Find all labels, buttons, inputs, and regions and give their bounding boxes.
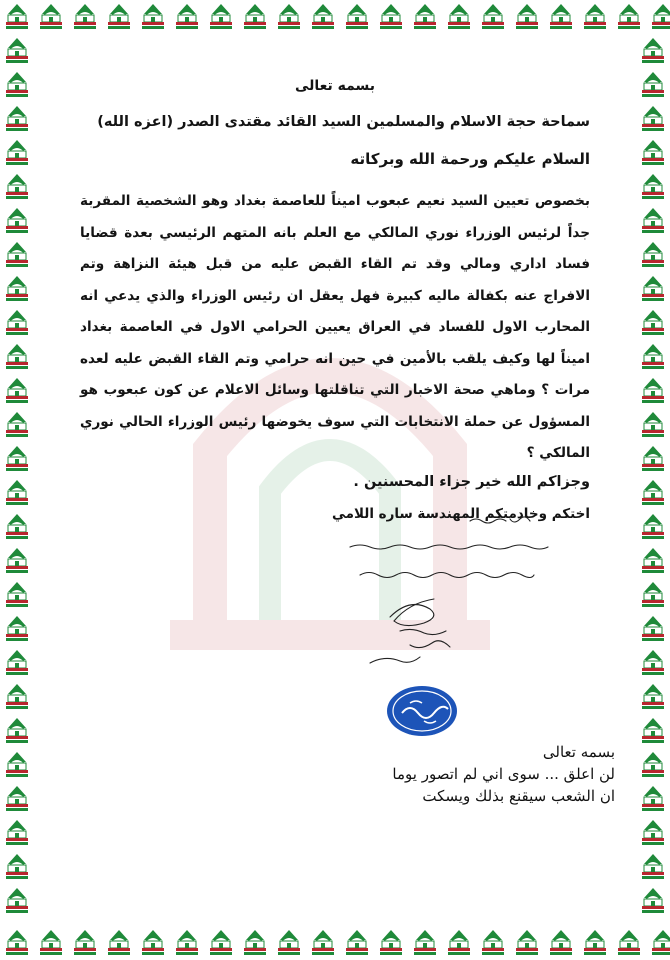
- mosque-dome-icon: [3, 717, 31, 745]
- mosque-dome-icon: [309, 3, 337, 31]
- closing-thanks: وجزاكم الله خير جزاء المحسنين .: [353, 473, 590, 490]
- mosque-dome-icon: [139, 3, 167, 31]
- mosque-dome-icon: [581, 3, 609, 31]
- mosque-dome-icon: [513, 929, 541, 957]
- mosque-dome-icon: [639, 445, 667, 473]
- mosque-dome-icon: [513, 3, 541, 31]
- mosque-dome-icon: [639, 105, 667, 133]
- mosque-dome-icon: [139, 929, 167, 957]
- mosque-dome-icon: [173, 929, 201, 957]
- letter-body: [80, 78, 590, 522]
- mosque-dome-icon: [3, 37, 31, 65]
- mosque-dome-icon: [3, 411, 31, 439]
- mosque-dome-icon: [377, 3, 405, 31]
- mosque-dome-icon: [639, 71, 667, 99]
- decorative-border-left: [0, 34, 34, 926]
- mosque-dome-icon: [639, 37, 667, 65]
- mosque-dome-icon: [377, 929, 405, 957]
- mosque-dome-icon: [639, 819, 667, 847]
- mosque-dome-icon: [71, 3, 99, 31]
- mosque-dome-icon: [3, 3, 31, 31]
- mosque-dome-icon: [639, 411, 667, 439]
- mosque-dome-icon: [3, 445, 31, 473]
- greeting-line: السلام عليكم ورحمة الله وبركاته: [350, 150, 590, 168]
- mosque-dome-icon: [37, 929, 65, 957]
- mosque-dome-icon: [3, 139, 31, 167]
- decorative-border-right: [636, 34, 670, 926]
- mosque-dome-icon: [37, 3, 65, 31]
- mosque-dome-icon: [479, 929, 507, 957]
- mosque-dome-icon: [3, 785, 31, 813]
- reply-transcription: [300, 741, 615, 807]
- handwritten-reply: [330, 505, 560, 675]
- mosque-dome-icon: [639, 241, 667, 269]
- transcription-line: ان الشعب سيقنع بذلك ويسكت: [422, 787, 615, 805]
- mosque-dome-icon: [639, 377, 667, 405]
- mosque-dome-icon: [105, 929, 133, 957]
- seal-stamp-icon: [384, 683, 460, 739]
- mosque-dome-icon: [241, 929, 269, 957]
- mosque-dome-icon: [3, 513, 31, 541]
- transcription-line: لن اعلق ... سوى اني لم اتصور يوما: [392, 765, 615, 783]
- mosque-dome-icon: [639, 207, 667, 235]
- mosque-dome-icon: [3, 929, 31, 957]
- mosque-dome-icon: [581, 929, 609, 957]
- mosque-dome-icon: [639, 173, 667, 201]
- mosque-dome-icon: [207, 929, 235, 957]
- mosque-dome-icon: [3, 71, 31, 99]
- mosque-dome-icon: [3, 887, 31, 915]
- mosque-dome-icon: [639, 683, 667, 711]
- mosque-dome-icon: [3, 377, 31, 405]
- mosque-dome-icon: [3, 275, 31, 303]
- transcription-line: بسمه تعالى: [542, 743, 615, 761]
- mosque-dome-icon: [639, 343, 667, 371]
- mosque-dome-icon: [3, 581, 31, 609]
- addressee-line: سماحة حجة الاسلام والمسلمين السيد القائد مقتدى الصدر (اعزه الله): [97, 114, 590, 130]
- mosque-dome-icon: [639, 853, 667, 881]
- mosque-dome-icon: [3, 853, 31, 881]
- mosque-dome-icon: [649, 3, 670, 31]
- mosque-dome-icon: [173, 3, 201, 31]
- mosque-dome-icon: [649, 929, 670, 957]
- signer-name: اختكم وخادمتكم المهندسة ساره اللامي: [331, 505, 590, 522]
- mosque-dome-icon: [479, 3, 507, 31]
- mosque-dome-icon: [3, 479, 31, 507]
- mosque-dome-icon: [615, 3, 643, 31]
- mosque-dome-icon: [411, 3, 439, 31]
- mosque-dome-icon: [309, 929, 337, 957]
- mosque-dome-icon: [343, 3, 371, 31]
- mosque-dome-icon: [3, 615, 31, 643]
- mosque-dome-icon: [3, 343, 31, 371]
- mosque-dome-icon: [639, 887, 667, 915]
- mosque-dome-icon: [639, 275, 667, 303]
- mosque-dome-icon: [639, 751, 667, 779]
- mosque-dome-icon: [3, 309, 31, 337]
- mosque-dome-icon: [275, 3, 303, 31]
- mosque-dome-icon: [547, 929, 575, 957]
- mosque-dome-icon: [3, 819, 31, 847]
- mosque-dome-icon: [445, 929, 473, 957]
- mosque-dome-icon: [639, 649, 667, 677]
- mosque-dome-icon: [3, 751, 31, 779]
- letter-paragraph: بخصوص تعيين السيد نعيم عبعوب اميناً للعاصمة بغداد وهو الشخصية المقربة جداً لرئيس الوزراء نوري المالكي مع العلم بانه المتهم الرئيسي بعدة قضايا فساد اداري ومالي وقد تم القاء القبض عليه من قبل هيئة النزاهة وتم الافراج عنه بكفالة ماليه كبيرة فهل يعقل ان رئيس الوزراء والذي يدعي انه المحارب الاول للفساد في العراق يعيين الحرامي الاول في العاصمة بغداد اميناً لها وكيف يلقب بالأمين في حين انه حرامي وتم القاء القبض عليه لعده مرات ؟ وماهي صحة الاخبار التي تناقلتها وسائل الاعلام عن كون عبعوب هو المسؤول عن حملة الانتخابات التي سوف يخوضها رئيس الوزراء الحالي نوري المالكي ؟: [80, 193, 590, 461]
- decorative-border-top: [0, 0, 670, 34]
- mosque-dome-icon: [639, 139, 667, 167]
- mosque-dome-icon: [3, 207, 31, 235]
- mosque-dome-icon: [639, 309, 667, 337]
- mosque-dome-icon: [3, 547, 31, 575]
- basmala-heading: بسمه تعالى: [294, 78, 376, 94]
- mosque-dome-icon: [3, 683, 31, 711]
- mosque-dome-icon: [105, 3, 133, 31]
- mosque-dome-icon: [241, 3, 269, 31]
- mosque-dome-icon: [3, 105, 31, 133]
- mosque-dome-icon: [639, 581, 667, 609]
- mosque-dome-icon: [3, 241, 31, 269]
- mosque-dome-icon: [615, 929, 643, 957]
- mosque-dome-icon: [639, 717, 667, 745]
- mosque-dome-icon: [3, 649, 31, 677]
- mosque-dome-icon: [343, 929, 371, 957]
- mosque-dome-icon: [639, 547, 667, 575]
- decorative-border-bottom: [0, 926, 670, 960]
- mosque-dome-icon: [445, 3, 473, 31]
- mosque-dome-icon: [639, 479, 667, 507]
- mosque-dome-icon: [639, 785, 667, 813]
- mosque-dome-icon: [639, 615, 667, 643]
- mosque-dome-icon: [71, 929, 99, 957]
- mosque-dome-icon: [547, 3, 575, 31]
- mosque-dome-icon: [639, 513, 667, 541]
- mosque-dome-icon: [411, 929, 439, 957]
- mosque-dome-icon: [3, 173, 31, 201]
- mosque-dome-icon: [275, 929, 303, 957]
- mosque-dome-icon: [207, 3, 235, 31]
